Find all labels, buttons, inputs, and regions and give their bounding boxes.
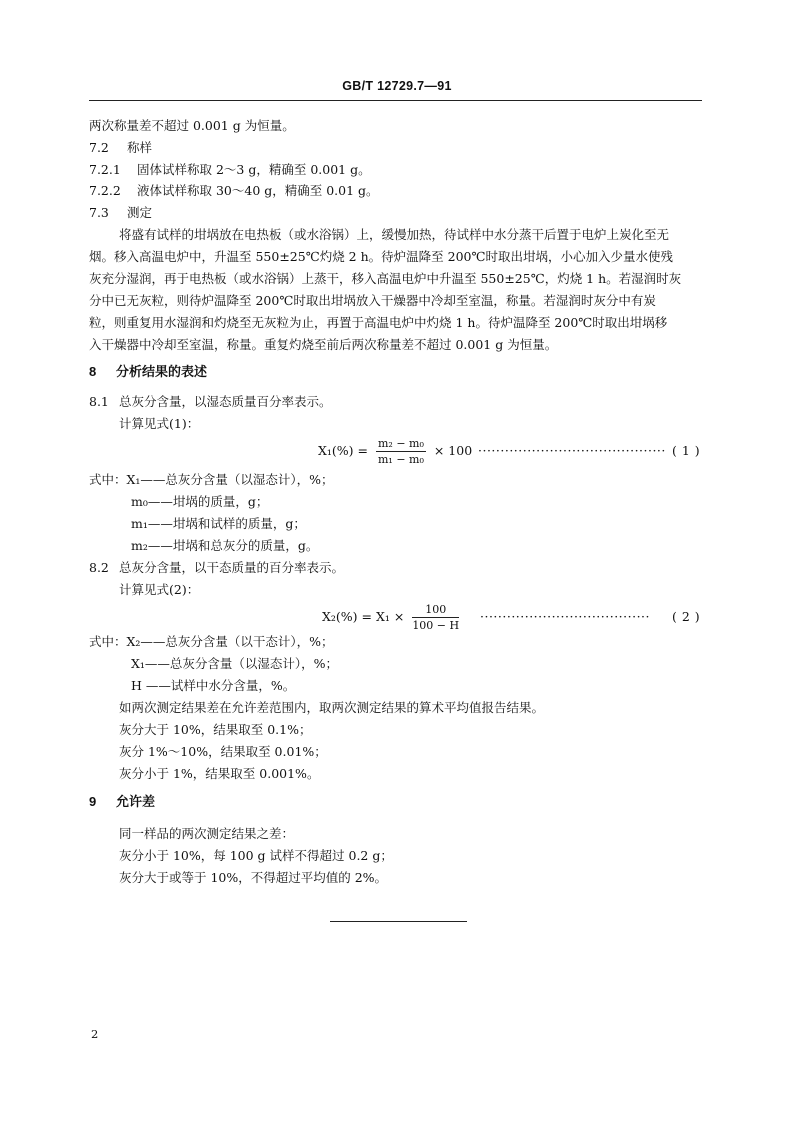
tolerance-line: 灰分小于 10%，每 100 g 试样不得超过 0.2 g；	[119, 848, 393, 863]
formula-rhs: × 100	[433, 443, 473, 458]
paragraph-line: 灰充分湿润，再于电热板（或水浴锅）上蒸干，移入高温电炉中升温至 550±25℃，灼烧 1 h。若湿润时灰	[89, 271, 682, 286]
section-number: 7.2	[89, 140, 109, 155]
section-8-1	[89, 393, 332, 411]
formula-number: ( 1 )	[672, 443, 701, 458]
paragraph-line: 粒，则重复用水湿润和灼烧至无灰粒为止，再置于高温电炉中灼烧 1 h。待炉温降至 200℃时取出坩埚移	[89, 315, 668, 330]
tolerance-line: 同一样品的两次测定结果之差：	[119, 826, 295, 841]
result-line: 灰分大于 10%，结果取至 0.1%；	[119, 722, 312, 737]
section-7-2	[89, 139, 152, 157]
fraction-numerator: m₂ − m₀	[377, 437, 424, 450]
section-9-heading	[89, 793, 155, 811]
formula-1	[318, 437, 472, 466]
tolerance-line: 灰分大于或等于 10%，不得超过平均值的 2%。	[119, 870, 388, 885]
section-text: 总灰分含量，以干态质量的百分率表示。	[119, 560, 345, 575]
formula-fraction	[412, 603, 459, 632]
page-number: 2	[91, 1027, 99, 1041]
section-title: 分析结果的表述	[116, 364, 208, 379]
section-title: 测定	[127, 205, 153, 220]
paragraph-line: 烟。移入高温电炉中，升温至 550±25℃灼烧 2 h。待炉温降至 200℃时取出坩埚，小心加入少量水使残	[89, 249, 673, 264]
where-line: 式中：X₂——总灰分含量（以干态计），%；	[89, 634, 334, 649]
formula-fraction	[376, 437, 426, 466]
section-number: 9	[89, 794, 97, 809]
text-line: 两次称量差不超过 0.001 g 为恒量。	[89, 118, 295, 133]
where-line: H ——试样中水分含量，%。	[131, 678, 296, 693]
where-line: m₂——坩埚和总灰分的质量，g。	[131, 538, 319, 553]
section-number: 7.2.1	[89, 162, 121, 177]
section-number: 7.3	[89, 205, 109, 220]
formula-number: ( 2 )	[672, 609, 701, 624]
header-rule	[89, 100, 702, 101]
where-line: X₁——总灰分含量（以湿态计），%；	[131, 656, 339, 671]
section-number: 8.1	[89, 394, 109, 409]
fraction-denominator: m₁ − m₀	[377, 453, 424, 466]
paragraph-line: 分中已无灰粒，则待炉温降至 200℃时取出坩埚放入干燥器中冷却至室温，称量。若湿润时灰分中有炭	[89, 293, 656, 308]
result-line: 灰分 1%～10%，结果取至 0.01%；	[119, 744, 327, 759]
result-line: 灰分小于 1%，结果取至 0.001%。	[119, 766, 320, 781]
result-line: 如两次测定结果差在允许差范围内，取两次测定结果的算术平均值报告结果。	[119, 700, 545, 715]
formula-lhs: X₂(%) = X₁ ×	[322, 609, 405, 624]
fraction-denominator: 100 − H	[412, 619, 460, 632]
where-line: 式中：X₁——总灰分含量（以湿态计），%；	[89, 472, 334, 487]
where-line: m₁——坩埚和试样的质量，g；	[131, 516, 306, 531]
calc-ref: 计算见式(1)：	[119, 416, 200, 431]
section-number: 8.2	[89, 560, 109, 575]
section-7-2-1	[89, 161, 371, 179]
paragraph-line: 将盛有试样的坩埚放在电热板（或水浴锅）上，缓慢加热，待试样中水分蒸干后置于电炉上炭化至无	[119, 227, 670, 242]
where-line: m₀——坩埚的质量，g；	[131, 494, 269, 509]
fraction-numerator: 100	[412, 603, 459, 618]
section-number: 8	[89, 364, 97, 379]
formula-lhs: X₁(%) =	[318, 443, 368, 458]
end-rule	[330, 921, 467, 922]
section-text: 液体试样称取 30～40 g，精确至 0.01 g。	[137, 183, 379, 198]
calc-ref: 计算见式(2)：	[119, 582, 200, 597]
section-7-3	[89, 204, 152, 222]
paragraph-line: 入干燥器中冷却至室温，称量。重复灼烧至前后两次称量差不超过 0.001 g 为恒量。	[89, 337, 558, 352]
section-7-2-2	[89, 182, 379, 200]
section-title: 称样	[127, 140, 153, 155]
section-8-2	[89, 559, 344, 577]
formula-2	[322, 603, 463, 632]
formula-leader-dots: ······································	[480, 609, 650, 624]
page-header: GB/T 12729.7—91	[342, 79, 452, 93]
section-title: 允许差	[116, 794, 156, 809]
section-text: 固体试样称取 2～3 g，精确至 0.001 g。	[137, 162, 371, 177]
section-text: 总灰分含量，以湿态质量百分率表示。	[119, 394, 332, 409]
section-8-heading	[89, 363, 207, 381]
section-number: 7.2.2	[89, 183, 121, 198]
formula-leader-dots: ··········································	[478, 443, 666, 458]
